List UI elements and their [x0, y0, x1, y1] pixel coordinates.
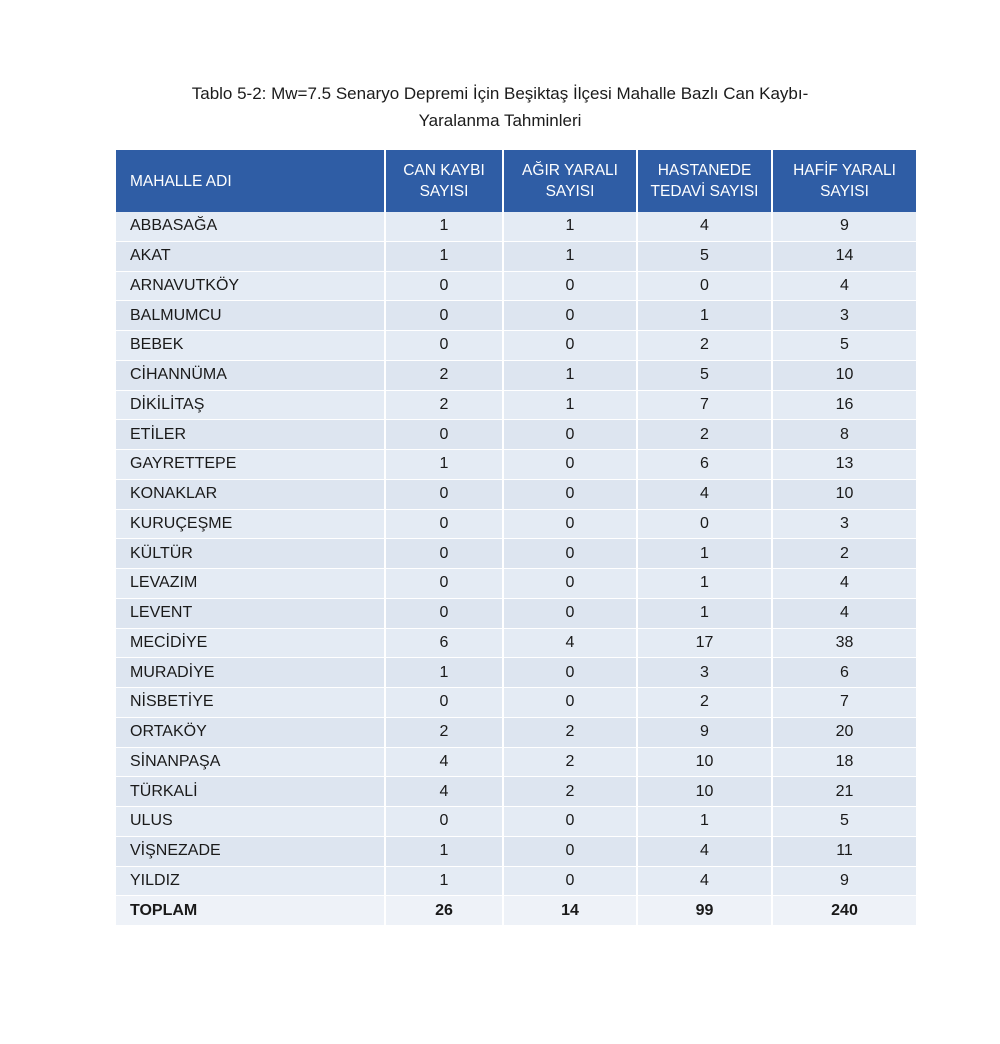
can-kaybi-cell: 0 [386, 510, 504, 540]
hastanede-tedavi-cell: 3 [638, 658, 773, 688]
hafif-yarali-cell: 8 [773, 420, 916, 450]
can-kaybi-cell: 0 [386, 480, 504, 510]
mahalle-name-cell: KURUÇEŞME [116, 510, 386, 540]
table-row [116, 480, 916, 510]
hafif-yarali-cell: 2 [773, 539, 916, 569]
agir-yarali-cell: 0 [504, 688, 638, 718]
table-row [116, 867, 916, 897]
can-kaybi-cell: 0 [386, 420, 504, 450]
table-row [116, 777, 916, 807]
mahalle-name-cell: LEVENT [116, 599, 386, 629]
hastanede-tedavi-cell: 6 [638, 450, 773, 480]
can-kaybi-cell: 0 [386, 272, 504, 302]
hastanede-tedavi-cell: 4 [638, 212, 773, 242]
mahalle-name-cell: ORTAKÖY [116, 718, 386, 748]
hafif-yarali-cell: 3 [773, 301, 916, 331]
hastanede-tedavi-cell: 1 [638, 301, 773, 331]
can-kaybi-cell: 0 [386, 807, 504, 837]
can-kaybi-cell: 0 [386, 331, 504, 361]
hastanede-tedavi-cell: 1 [638, 539, 773, 569]
mahalle-name-cell: LEVAZIM [116, 569, 386, 599]
total-row [116, 896, 916, 926]
table-caption [0, 80, 1000, 134]
table-row [116, 242, 916, 272]
header-agir-yarali: AĞIR YARALI SAYISI [504, 150, 638, 212]
can-kaybi-cell: 1 [386, 242, 504, 272]
table-row [116, 331, 916, 361]
hafif-yarali-cell: 16 [773, 391, 916, 421]
header-hastanede-tedavi: HASTANEDE TEDAVİ SAYISI [638, 150, 773, 212]
hastanede-tedavi-cell: 10 [638, 748, 773, 778]
total-can-kaybi: 26 [386, 896, 504, 926]
agir-yarali-cell: 4 [504, 629, 638, 659]
agir-yarali-cell: 0 [504, 510, 638, 540]
table-row [116, 748, 916, 778]
hafif-yarali-cell: 4 [773, 272, 916, 302]
agir-yarali-cell: 2 [504, 718, 638, 748]
agir-yarali-cell: 0 [504, 272, 638, 302]
agir-yarali-cell: 0 [504, 569, 638, 599]
agir-yarali-cell: 0 [504, 420, 638, 450]
can-kaybi-cell: 1 [386, 658, 504, 688]
hafif-yarali-cell: 20 [773, 718, 916, 748]
hafif-yarali-cell: 4 [773, 569, 916, 599]
mahalle-name-cell: ULUS [116, 807, 386, 837]
table-row [116, 450, 916, 480]
hafif-yarali-cell: 5 [773, 331, 916, 361]
mahalle-name-cell: DİKİLİTAŞ [116, 391, 386, 421]
hastanede-tedavi-cell: 0 [638, 510, 773, 540]
caption-line-1: Tablo 5-2: Mw=7.5 Senaryo Depremi İçin Beşiktaş İlçesi Mahalle Bazlı Can Kaybı- [191, 84, 809, 103]
hastanede-tedavi-cell: 4 [638, 480, 773, 510]
hafif-yarali-cell: 6 [773, 658, 916, 688]
hafif-yarali-cell: 18 [773, 748, 916, 778]
mahalle-name-cell: ETİLER [116, 420, 386, 450]
hafif-yarali-cell: 5 [773, 807, 916, 837]
casualty-table [116, 150, 916, 926]
table-row [116, 510, 916, 540]
hafif-yarali-cell: 10 [773, 480, 916, 510]
agir-yarali-cell: 0 [504, 807, 638, 837]
total-label: TOPLAM [116, 896, 386, 926]
hafif-yarali-cell: 9 [773, 212, 916, 242]
hafif-yarali-cell: 38 [773, 629, 916, 659]
can-kaybi-cell: 6 [386, 629, 504, 659]
agir-yarali-cell: 0 [504, 599, 638, 629]
hastanede-tedavi-cell: 1 [638, 807, 773, 837]
can-kaybi-cell: 0 [386, 599, 504, 629]
agir-yarali-cell: 0 [504, 658, 638, 688]
header-mahalle-adi: MAHALLE ADI [116, 150, 386, 212]
can-kaybi-cell: 0 [386, 569, 504, 599]
can-kaybi-cell: 2 [386, 391, 504, 421]
mahalle-name-cell: ARNAVUTKÖY [116, 272, 386, 302]
agir-yarali-cell: 1 [504, 361, 638, 391]
can-kaybi-cell: 1 [386, 212, 504, 242]
table-row [116, 391, 916, 421]
can-kaybi-cell: 0 [386, 301, 504, 331]
header-hafif-yarali: HAFİF YARALI SAYISI [773, 150, 916, 212]
agir-yarali-cell: 2 [504, 748, 638, 778]
can-kaybi-cell: 1 [386, 450, 504, 480]
mahalle-name-cell: SİNANPAŞA [116, 748, 386, 778]
mahalle-name-cell: ABBASAĞA [116, 212, 386, 242]
agir-yarali-cell: 2 [504, 777, 638, 807]
agir-yarali-cell: 0 [504, 867, 638, 897]
table-row [116, 658, 916, 688]
mahalle-name-cell: BALMUMCU [116, 301, 386, 331]
hastanede-tedavi-cell: 5 [638, 361, 773, 391]
table-row [116, 272, 916, 302]
hastanede-tedavi-cell: 7 [638, 391, 773, 421]
hafif-yarali-cell: 10 [773, 361, 916, 391]
table-row [116, 212, 916, 242]
agir-yarali-cell: 1 [504, 391, 638, 421]
agir-yarali-cell: 0 [504, 539, 638, 569]
header-row [116, 150, 916, 212]
can-kaybi-cell: 2 [386, 718, 504, 748]
agir-yarali-cell: 1 [504, 242, 638, 272]
agir-yarali-cell: 0 [504, 331, 638, 361]
hafif-yarali-cell: 14 [773, 242, 916, 272]
total-hastanede-tedavi: 99 [638, 896, 773, 926]
mahalle-name-cell: GAYRETTEPE [116, 450, 386, 480]
mahalle-name-cell: VİŞNEZADE [116, 837, 386, 867]
table-row [116, 539, 916, 569]
can-kaybi-cell: 4 [386, 748, 504, 778]
mahalle-name-cell: KONAKLAR [116, 480, 386, 510]
table-row [116, 688, 916, 718]
agir-yarali-cell: 1 [504, 212, 638, 242]
mahalle-name-cell: MECİDİYE [116, 629, 386, 659]
agir-yarali-cell: 0 [504, 450, 638, 480]
mahalle-name-cell: BEBEK [116, 331, 386, 361]
hastanede-tedavi-cell: 4 [638, 867, 773, 897]
hafif-yarali-cell: 3 [773, 510, 916, 540]
mahalle-name-cell: TÜRKALİ [116, 777, 386, 807]
total-agir-yarali: 14 [504, 896, 638, 926]
total-hafif-yarali: 240 [773, 896, 916, 926]
table-row [116, 569, 916, 599]
hafif-yarali-cell: 13 [773, 450, 916, 480]
hastanede-tedavi-cell: 2 [638, 420, 773, 450]
hastanede-tedavi-cell: 17 [638, 629, 773, 659]
can-kaybi-cell: 0 [386, 539, 504, 569]
mahalle-name-cell: CİHANNÜMA [116, 361, 386, 391]
hastanede-tedavi-cell: 10 [638, 777, 773, 807]
header-can-kaybi: CAN KAYBI SAYISI [386, 150, 504, 212]
hastanede-tedavi-cell: 9 [638, 718, 773, 748]
hafif-yarali-cell: 9 [773, 867, 916, 897]
can-kaybi-cell: 1 [386, 837, 504, 867]
can-kaybi-cell: 2 [386, 361, 504, 391]
mahalle-name-cell: YILDIZ [116, 867, 386, 897]
hastanede-tedavi-cell: 2 [638, 688, 773, 718]
hafif-yarali-cell: 11 [773, 837, 916, 867]
mahalle-name-cell: KÜLTÜR [116, 539, 386, 569]
table-row [116, 629, 916, 659]
hastanede-tedavi-cell: 2 [638, 331, 773, 361]
mahalle-name-cell: AKAT [116, 242, 386, 272]
mahalle-name-cell: NİSBETİYE [116, 688, 386, 718]
table-row [116, 718, 916, 748]
hafif-yarali-cell: 21 [773, 777, 916, 807]
hastanede-tedavi-cell: 1 [638, 599, 773, 629]
can-kaybi-cell: 1 [386, 867, 504, 897]
hafif-yarali-cell: 4 [773, 599, 916, 629]
agir-yarali-cell: 0 [504, 301, 638, 331]
agir-yarali-cell: 0 [504, 837, 638, 867]
hastanede-tedavi-cell: 5 [638, 242, 773, 272]
hastanede-tedavi-cell: 1 [638, 569, 773, 599]
mahalle-name-cell: MURADİYE [116, 658, 386, 688]
agir-yarali-cell: 0 [504, 480, 638, 510]
table-row [116, 599, 916, 629]
hafif-yarali-cell: 7 [773, 688, 916, 718]
can-kaybi-cell: 4 [386, 777, 504, 807]
hastanede-tedavi-cell: 4 [638, 837, 773, 867]
table-row [116, 807, 916, 837]
table-row [116, 420, 916, 450]
caption-line-2: Yaralanma Tahminleri [418, 111, 582, 130]
table-row [116, 361, 916, 391]
can-kaybi-cell: 0 [386, 688, 504, 718]
hastanede-tedavi-cell: 0 [638, 272, 773, 302]
table-row [116, 301, 916, 331]
table-row [116, 837, 916, 867]
